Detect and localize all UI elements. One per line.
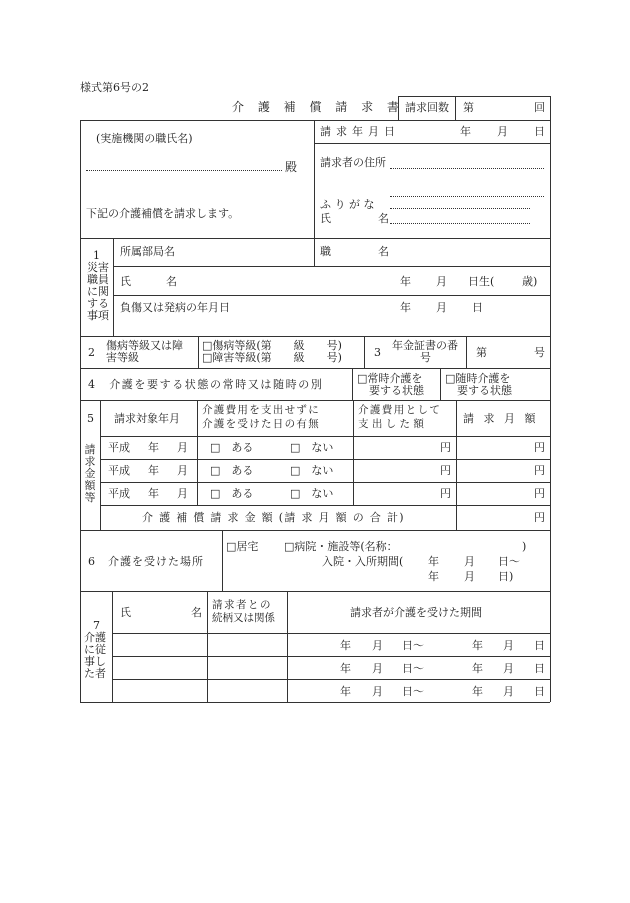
home-option[interactable]: □居宅 [226,540,259,553]
birth-year-unit: 年 [400,275,411,288]
date-year-unit: 年 [460,125,471,138]
period-end-month: 月 [503,662,514,675]
form-number: 様式第6号の2 [80,81,149,94]
row-month-unit: 月 [177,487,188,500]
injury-label: 負傷又は発病の年月日 [120,301,230,314]
row-yes-option[interactable]: □ ある [210,464,254,477]
row-era: 平成 [108,441,130,454]
period-end-year: 年 [472,639,483,652]
sickness-grade-option[interactable]: □傷病等級(第 級 号) [202,339,342,352]
constant-care-option-l2: 要する状態 [369,384,424,397]
row-yes-option[interactable]: □ ある [210,487,254,500]
sec5-num: 5 [87,412,94,425]
stay-start-month: 月 [464,555,475,568]
total-label: 介 護 補 償 請 求 金 額 (請 求 月 額 の 合 計) [142,511,405,524]
sec3-num: 3 [374,346,381,359]
date-label: 請求年月日 [320,125,400,138]
row-no-option[interactable]: □ ない [290,464,334,477]
period-start-day: 日〜 [402,685,424,698]
cert-label-l1: 年金証書の番 [392,339,458,352]
relation-label-l2: 続柄又は関係 [212,612,275,624]
org-label: (実施機関の職氏名) [96,132,193,145]
job-label-b: 名 [378,245,389,258]
staff-name-a: 氏 [120,275,131,288]
row-claim-yen: 円 [534,487,545,500]
birth-month-unit: 月 [436,275,447,288]
injury-month-unit: 月 [436,301,447,314]
care-period-label: 請求者が介護を受けた期間 [350,606,482,619]
row-year-unit: 年 [148,487,159,500]
org-name-line[interactable] [86,170,282,171]
dept-label: 所属部局名 [120,245,175,258]
period-end-year: 年 [472,685,483,698]
sec1-num: 1 [93,249,100,262]
row-claim-yen: 円 [534,464,545,477]
cert-prefix: 第 [476,346,487,359]
sec5-vertical-label: 請求金額等 [84,443,96,504]
header-top-line [398,96,550,97]
cert-label-l2: 号 [420,351,431,364]
request-text: 下記の介護補償を請求します。 [86,207,240,220]
furigana-line[interactable] [390,208,530,209]
birth-day-unit: 日生( [468,275,495,288]
stay-period-label: 入院・入所期間( [322,555,404,568]
count-suffix: 回 [534,101,545,114]
job-label-a: 職 [320,245,331,258]
period-start-year: 年 [340,662,351,675]
period-end-day: 日 [534,685,545,698]
name-label-b: 名 [378,212,389,225]
row-year-unit: 年 [148,464,159,477]
frame-top [80,120,550,121]
address-line[interactable] [390,168,544,169]
period-start-month: 月 [372,685,383,698]
name-label-a: 氏 [320,212,331,225]
row-no-option[interactable]: □ ない [290,441,334,454]
disability-grade-option[interactable]: □障害等級(第 級 号) [202,351,342,364]
row-expense-yen: 円 [440,464,451,477]
caregiver-name-b: 名 [191,606,202,619]
row-month-unit: 月 [177,464,188,477]
row-expense-yen: 円 [440,487,451,500]
col-monthly-claim: 請 求 月 額 [463,412,539,425]
stay-end-year: 年 [428,570,439,583]
constant-care-option-l1[interactable]: □常時介護を [357,372,423,385]
caregiver-name-a: 氏 [120,606,131,619]
stay-start-day: 日〜 [498,555,520,568]
period-end-year: 年 [472,662,483,675]
row-expense-yen: 円 [440,441,451,454]
sec6-label: 6 介護を受けた場所 [88,555,204,568]
sec7-vertical-label: 介護に従事した者 [84,631,106,680]
count-label: 請求回数 [405,101,449,114]
total-yen: 円 [534,511,545,524]
cert-suffix: 号 [534,346,545,359]
sec7-num: 7 [93,619,100,632]
sec2-num: 2 [88,346,95,359]
frame-right [550,120,551,702]
period-start-year: 年 [340,685,351,698]
period-start-month: 月 [372,662,383,675]
row-era: 平成 [108,487,130,500]
date-day-unit: 日 [534,125,545,138]
sec2-label-l2: 害等級 [106,351,139,364]
hospital-option[interactable]: □病院・施設等(名称： [284,540,398,553]
injury-day-unit: 日 [472,301,483,314]
col-target-month: 請求対象年月 [114,412,180,425]
occasional-care-option-l2: 要する状態 [457,384,512,397]
period-start-day: 日〜 [402,639,424,652]
address-label: 請求者の住所 [320,156,386,169]
count-prefix: 第 [463,101,474,114]
row-year-unit: 年 [148,441,159,454]
period-start-day: 日〜 [402,662,424,675]
row-month-unit: 月 [177,441,188,454]
row-claim-yen: 円 [534,441,545,454]
sec4-label: 4 介護を要する状態の常時又は随時の別 [88,378,324,391]
frame-bottom [80,702,550,703]
col-no-expense-l2: 介護を受けた日の有無 [202,418,320,430]
sec1-vertical-label: 災害職員に関する事項 [87,261,109,322]
period-end-day: 日 [534,662,545,675]
dono-label: 殿 [285,160,298,174]
furigana-label: ふ り が な [320,198,375,211]
col-expense-l2: 支 出 し た 額 [358,418,424,430]
sec2-label-l1: 傷病等級又は障 [106,339,183,352]
period-end-month: 月 [503,639,514,652]
row-era: 平成 [108,464,130,477]
relation-label-l1: 請求者との [212,599,272,611]
address-line-2[interactable] [390,196,544,197]
row-yes-option[interactable]: □ ある [210,441,254,454]
hospital-close-paren: ) [522,540,527,553]
period-start-month: 月 [372,639,383,652]
birth-age-unit: 歳) [522,275,538,288]
period-start-year: 年 [340,639,351,652]
form-title: 介 護 補 償 請 求 書 [232,100,404,114]
stay-end-day: 日) [498,570,514,583]
frame-left [80,120,81,702]
injury-year-unit: 年 [400,301,411,314]
stay-start-year: 年 [428,555,439,568]
occasional-care-option-l1[interactable]: □随時介護を [445,372,511,385]
col-no-expense-l1: 介護費用を支出せずに [202,404,320,416]
period-end-month: 月 [503,685,514,698]
staff-name-b: 名 [166,275,177,288]
col-expense-l1: 介護費用として [358,404,442,416]
row-no-option[interactable]: □ ない [290,487,334,500]
date-month-unit: 月 [497,125,508,138]
stay-end-month: 月 [464,570,475,583]
name-line[interactable] [390,223,530,224]
period-end-day: 日 [534,639,545,652]
